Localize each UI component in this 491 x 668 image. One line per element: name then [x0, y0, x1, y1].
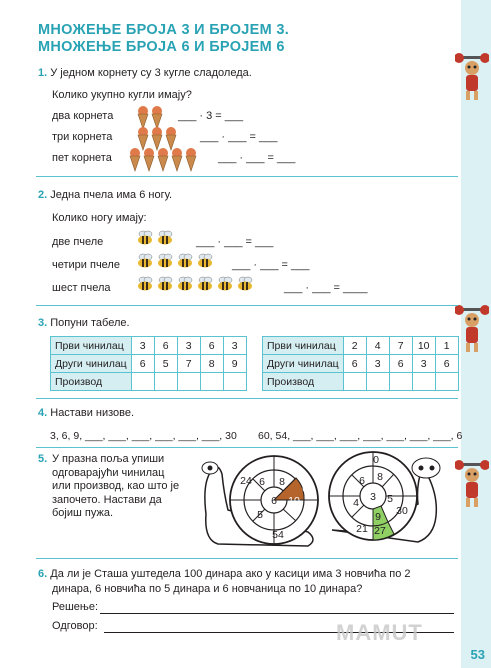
bee-icon [136, 230, 154, 246]
q4-text: 4. Настави низове. [38, 407, 135, 419]
answer-label: Одговор: [52, 620, 98, 632]
ice-cream-cone-icon [171, 148, 183, 172]
table-row-header: Производ [263, 373, 344, 391]
svg-text:6: 6 [259, 476, 265, 488]
mascot-weightlifter-icon [455, 300, 489, 354]
ice-cream-cone-icon [185, 148, 197, 172]
sequence-1[interactable]: 3, 6, 9, ___, ___, ___, ___, ___, ___, 30 [50, 430, 237, 442]
answer-cell[interactable] [389, 373, 412, 391]
answer-cell[interactable] [177, 373, 200, 391]
answer-cell[interactable] [154, 373, 177, 391]
snail-center: 6 [271, 495, 277, 507]
ice-cream-cone-icon [143, 148, 155, 172]
svg-text:8: 8 [377, 471, 383, 483]
q2-row-label: четири пчеле [52, 259, 120, 271]
q1-text: 1. У једном корнету су 3 кугле сладоледа. [38, 67, 252, 79]
q1-row-label: три корнета [52, 131, 113, 143]
answer-cell[interactable] [223, 373, 246, 391]
bee-icon [176, 276, 194, 292]
q1-question: Колико укупно кугли имају? [52, 89, 192, 101]
ice-cream-cone-icon [129, 148, 141, 172]
q2-row-label: две пчеле [52, 236, 104, 248]
svg-text:8: 8 [279, 476, 285, 488]
q6-text-line-2: динара, 6 новчића по 5 динара и 6 новчаница по 10 динара? [52, 583, 363, 595]
q2-row-expr[interactable]: ___ · ___ = ___ [232, 259, 310, 271]
svg-text:21: 21 [356, 523, 368, 535]
svg-text:60: 60 [302, 483, 314, 495]
answer-cell[interactable] [412, 373, 435, 391]
divider [36, 398, 458, 399]
bee-icon [156, 276, 174, 292]
divider [36, 305, 458, 306]
svg-text:24: 24 [240, 475, 252, 487]
solution-label: Решење: [52, 601, 99, 613]
bee-icon [156, 230, 174, 246]
svg-text:27: 27 [374, 525, 386, 537]
watermark-logo: MAMUT [336, 620, 423, 645]
bee-icon [156, 253, 174, 269]
q1-row-label: пет корнета [52, 152, 112, 164]
q3-text: 3. Попуни табеле. [38, 317, 130, 329]
page-number: 53 [470, 647, 485, 662]
svg-text:9: 9 [375, 511, 381, 523]
bee-icon [196, 276, 214, 292]
bee-icon [236, 276, 254, 292]
answer-cell[interactable] [366, 373, 389, 391]
q2-row-expr[interactable]: ___ · ___ = ____ [284, 282, 368, 294]
title-line-2: МНОЖЕЊЕ БРОЈА 6 И БРОЈЕМ 6 [38, 39, 285, 55]
divider [36, 176, 458, 177]
svg-text:0: 0 [373, 454, 379, 466]
mascot-weightlifter-icon [455, 48, 489, 102]
svg-text:5: 5 [387, 493, 393, 505]
factor-table-1: Први чинилац 3 6 3 6 3 Други чинилац 6 5 7 8 9 Производ [50, 336, 247, 391]
snail-1 [198, 452, 328, 552]
sequence-2[interactable]: 60, 54, ___, ___, ___, ___, ___, ___, ___, 6 [258, 430, 463, 442]
bee-icon [216, 276, 234, 292]
q1-row-expr[interactable]: ___ · ___ = ___ [200, 131, 278, 143]
svg-text:4: 4 [353, 497, 359, 509]
answer-cell[interactable] [131, 373, 154, 391]
divider [36, 558, 458, 559]
mascot-weightlifter-icon [455, 455, 489, 509]
solution-line[interactable] [100, 613, 454, 614]
answer-cell[interactable] [435, 373, 458, 391]
table-row-header: Други чинилац [51, 355, 132, 373]
bee-icon [136, 253, 154, 269]
q1-row-expr[interactable]: ___ · 3 = ___ [178, 110, 244, 122]
svg-text:5: 5 [257, 509, 263, 521]
factor-table-2: Први чинилац 2 4 7 10 1 Други чинилац 6 3 6 3 6 Производ [262, 336, 459, 391]
bee-icon [176, 253, 194, 269]
svg-text:6: 6 [359, 475, 365, 487]
snail-2 [318, 446, 450, 550]
q1-row-label: два корнета [52, 110, 114, 122]
q6-text: 6. Да ли је Сташа уштедела 100 динара ако у касици има 3 новчића по 2 [38, 568, 411, 580]
table-row-header: Производ [51, 373, 132, 391]
svg-text:54: 54 [272, 529, 284, 541]
q2-row-expr[interactable]: ___ · ___ = ___ [196, 236, 274, 248]
table-row-header: Други чинилац [263, 355, 344, 373]
q1-row-expr[interactable]: ___ · ___ = ___ [218, 152, 296, 164]
svg-text:30: 30 [396, 505, 408, 517]
snail-center: 3 [370, 491, 376, 503]
q5-text: 5. У празна поља упиши одговарајући чинилац или производ, као што је започето. Настави да бојиш пужа. [38, 453, 180, 519]
svg-text:10: 10 [288, 495, 300, 507]
q2-question: Колико ногу имају: [52, 212, 147, 224]
bee-icon [136, 276, 154, 292]
table-row-header: Први чинилац [263, 337, 344, 355]
title-line-1: МНОЖЕЊЕ БРОЈА 3 И БРОЈЕМ 3. [38, 22, 290, 38]
page-title [38, 22, 289, 56]
ice-cream-cone-icon [157, 148, 169, 172]
table-row-header: Први чинилац [51, 337, 132, 355]
answer-cell[interactable] [343, 373, 366, 391]
answer-cell[interactable] [200, 373, 223, 391]
q2-row-label: шест пчела [52, 282, 111, 294]
bee-icon [196, 253, 214, 269]
q2-text: 2. Једна пчела има 6 ногу. [38, 189, 173, 201]
